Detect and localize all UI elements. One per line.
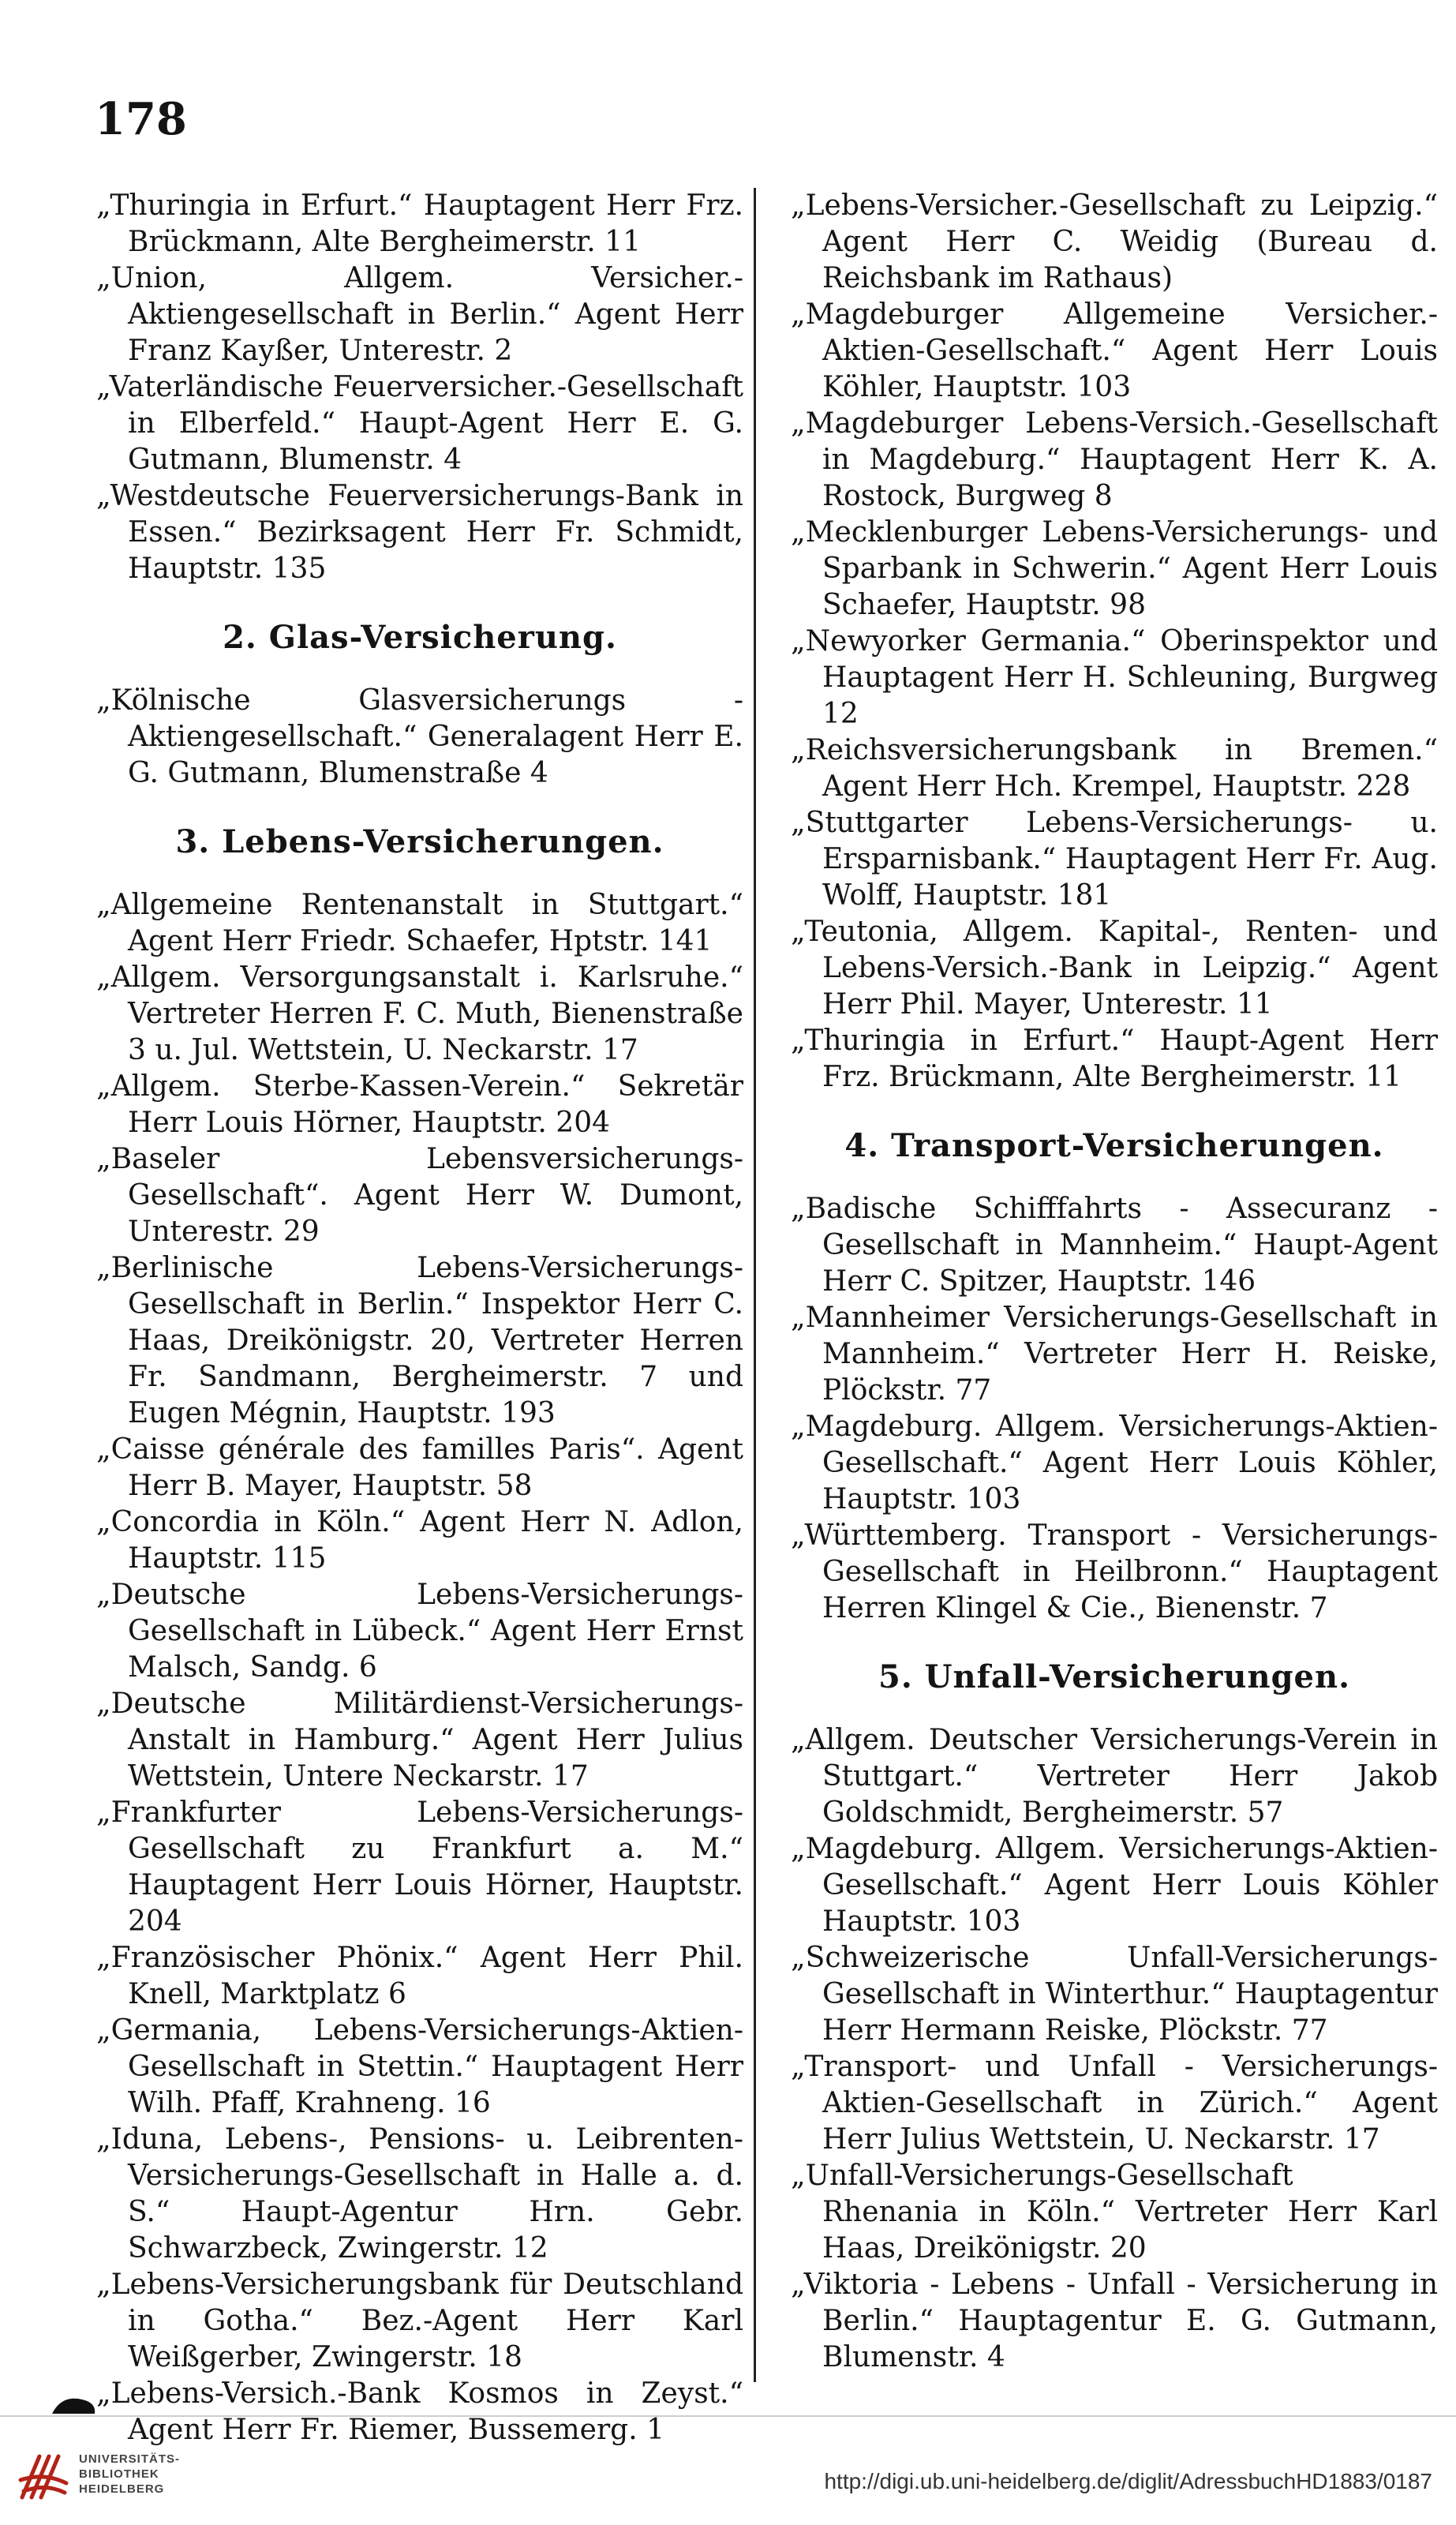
section-heading: 2. Glas-Versicherung. bbox=[223, 619, 617, 656]
directory-entry: „Schweizerische Unfall-Versicherungs-Gesellschaft in Winterthur.“ Hauptagentur Herr Hermann Reiske, Plöckstr. 77 bbox=[791, 1942, 1438, 2047]
directory-entry: „Magdeburg. Allgem. Versicherungs-Aktien-Gesellschaft.“ Agent Herr Louis Köhler Hauptstr. 103 bbox=[791, 1833, 1438, 1938]
section-heading: 4. Transport-Versicherungen. bbox=[844, 1127, 1384, 1164]
directory-entry: „Thuringia in Erfurt.“ Haupt-Agent Herr Frz. Brückmann, Alte Bergheimerstr. 11 bbox=[791, 1025, 1438, 1093]
directory-entry: „Iduna, Lebens-, Pensions- u. Leibrenten-Versicherungs-Gesellschaft in Halle a. d. S.“ Haupt-Agentur Hrn. Gebr. Schwarzbeck, Zwingerstr. 12 bbox=[96, 2123, 743, 2265]
ink-blot-mark bbox=[51, 2392, 98, 2415]
library-logo-text bbox=[79, 2452, 180, 2497]
directory-entry: „Thuringia in Erfurt.“ Hauptagent Herr Frz. Brückmann, Alte Bergheimerstr. 11 bbox=[96, 189, 743, 258]
directory-entry: „Stuttgarter Lebens-Versicherungs- u. Ersparnisbank.“ Hauptagent Herr Fr. Aug. Wolff, Hauptstr. 181 bbox=[791, 807, 1438, 912]
directory-entry: „Berlinische Lebens-Versicherungs-Gesellschaft in Berlin.“ Inspektor Herr C. Haas, Dreikönigstr. 20, Vertreter Herren Fr. Sandmann, Bergheimerstr. 7 und Eugen Mégnin, Hauptstr. 193 bbox=[96, 1252, 743, 1429]
logo-line: BIBLIOTHEK bbox=[79, 2467, 159, 2481]
section-heading: 3. Lebens-Versicherungen. bbox=[175, 823, 664, 860]
directory-entry: „Teutonia, Allgem. Kapital-, Renten- und Lebens-Versich.-Bank in Leipzig.“ Agent Herr Phil. Mayer, Unterestr. 11 bbox=[791, 916, 1438, 1021]
directory-entry: „Allgemeine Rentenanstalt in Stuttgart.“ Agent Herr Friedr. Schaefer, Hptstr. 141 bbox=[96, 889, 743, 957]
source-url-link[interactable]: http://digi.ub.uni-heidelberg.de/diglit/AdressbuchHD1883/0187 bbox=[824, 2469, 1432, 2493]
directory-entry: „Caisse générale des familles Paris“. Agent Herr B. Mayer, Hauptstr. 58 bbox=[96, 1433, 743, 1502]
right-column bbox=[791, 188, 1438, 2376]
directory-entry: „Lebens-Versicherungsbank für Deutschland in Gotha.“ Bez.-Agent Herr Karl Weißgerber, Zwingerstr. 18 bbox=[96, 2268, 743, 2373]
page-number: 178 bbox=[95, 93, 187, 145]
directory-entry: „Allgem. Sterbe-Kassen-Verein.“ Sekretär Herr Louis Hörner, Hauptstr. 204 bbox=[96, 1070, 743, 1139]
section-heading: 5. Unfall-Versicherungen. bbox=[878, 1658, 1350, 1695]
directory-entry: „Germania, Lebens-Versicherungs-Aktien-Gesellschaft in Stettin.“ Hauptagent Herr Wilh. Pfaff, Krahneng. 16 bbox=[96, 2014, 743, 2119]
directory-entry: „Transport- und Unfall - Versicherungs-Aktien-Gesellschaft in Zürich.“ Agent Herr Julius Wettstein, U. Neckarstr. 17 bbox=[791, 2051, 1438, 2156]
directory-entry: „Frankfurter Lebens-Versicherungs-Gesellschaft zu Frankfurt a. M.“ Hauptagent Herr Louis Hörner, Hauptstr. 204 bbox=[96, 1796, 743, 1938]
directory-entry: „Union, Allgem. Versicher.-Aktiengesellschaft in Berlin.“ Agent Herr Franz Kayßer, Unterestr. 2 bbox=[96, 262, 743, 367]
directory-entry: „Concordia in Köln.“ Agent Herr N. Adlon, Hauptstr. 115 bbox=[96, 1506, 743, 1575]
directory-entry: „Magdeburg. Allgem. Versicherungs-Aktien-Gesellschaft.“ Agent Herr Louis Köhler, Hauptstr. 103 bbox=[791, 1410, 1438, 1515]
directory-entry: „Allgem. Deutscher Versicherungs-Verein in Stuttgart.“ Vertreter Herr Jakob Goldschmidt, Bergheimerstr. 57 bbox=[791, 1724, 1438, 1829]
directory-entry: „Allgem. Versorgungsanstalt i. Karlsruhe.“ Vertreter Herren F. C. Muth, Bienenstraße 3 u. Jul. Wettstein, U. Neckarstr. 17 bbox=[96, 961, 743, 1066]
directory-entry: „Vaterländische Feuerversicher.-Gesellschaft in Elberfeld.“ Haupt-Agent Herr E. G. Gutmann, Blumenstr. 4 bbox=[96, 371, 743, 476]
directory-entry: „Lebens-Versicher.-Gesellschaft zu Leipzig.“ Agent Herr C. Weidig (Bureau d. Reichsbank im Rathaus) bbox=[791, 189, 1438, 294]
page-footer bbox=[0, 2415, 1456, 2525]
directory-entry: „Deutsche Militärdienst-Versicherungs-Anstalt in Hamburg.“ Agent Herr Julius Wettstein, Untere Neckarstr. 17 bbox=[96, 1688, 743, 1793]
library-logo-icon bbox=[16, 2448, 71, 2504]
directory-entry: „Badische Schifffahrts - Assecuranz - Gesellschaft in Mannheim.“ Haupt-Agent Herr C. Spitzer, Hauptstr. 146 bbox=[791, 1193, 1438, 1298]
directory-entry: „Deutsche Lebens-Versicherungs-Gesellschaft in Lübeck.“ Agent Herr Ernst Malsch, Sandg. 6 bbox=[96, 1579, 743, 1684]
directory-entry: „Lebens-Versich.-Bank Kosmos in Zeyst.“ Agent Herr Fr. Riemer, Bussemerg. 1 bbox=[96, 2377, 743, 2446]
logo-line: HEIDELBERG bbox=[79, 2482, 165, 2496]
left-column bbox=[96, 188, 743, 2448]
directory-entry: „Mannheimer Versicherungs-Gesellschaft in Mannheim.“ Vertreter Herr H. Reiske, Plöckstr. 77 bbox=[791, 1302, 1438, 1407]
directory-entry: „Mecklenburger Lebens-Versicherungs- und Sparbank in Schwerin.“ Agent Herr Louis Schaefer, Hauptstr. 98 bbox=[791, 516, 1438, 621]
directory-entry: „Französischer Phönix.“ Agent Herr Phil. Knell, Marktplatz 6 bbox=[96, 1942, 743, 2010]
column-divider bbox=[754, 188, 756, 2382]
directory-entry: „Westdeutsche Feuerversicherungs-Bank in Essen.“ Bezirksagent Herr Fr. Schmidt, Hauptstr. 135 bbox=[96, 480, 743, 585]
directory-entry: „Württemberg. Transport - Versicherungs-Gesellschaft in Heilbronn.“ Hauptagent Herren Klingel & Cie., Bienenstr. 7 bbox=[791, 1519, 1438, 1624]
directory-entry: „Viktoria - Lebens - Unfall - Versicherung in Berlin.“ Hauptagentur E. G. Gutmann, Blumenstr. 4 bbox=[791, 2268, 1438, 2373]
directory-entry: „Newyorker Germania.“ Oberinspektor und Hauptagent Herr H. Schleuning, Burgweg 12 bbox=[791, 625, 1438, 730]
directory-entry: „Kölnische Glasversicherungs - Aktiengesellschaft.“ Generalagent Herr E. G. Gutmann, Blumenstraße 4 bbox=[96, 684, 743, 789]
logo-line: UNIVERSITÄTS- bbox=[79, 2452, 181, 2466]
directory-entry: „Magdeburger Lebens-Versich.-Gesellschaft in Magdeburg.“ Hauptagent Herr K. A. Rostock, Burgweg 8 bbox=[791, 407, 1438, 512]
directory-entry: „Reichsversicherungsbank in Bremen.“ Agent Herr Hch. Krempel, Hauptstr. 228 bbox=[791, 734, 1438, 803]
directory-entry: „Baseler Lebensversicherungs-Gesellschaft“. Agent Herr W. Dumont, Unterestr. 29 bbox=[96, 1143, 743, 1248]
directory-entry: „Unfall-Versicherungs-Gesellschaft Rhenania in Köln.“ Vertreter Herr Karl Haas, Dreikönigstr. 20 bbox=[791, 2160, 1438, 2265]
directory-entry: „Magdeburger Allgemeine Versicher.-Aktien-Gesellschaft.“ Agent Herr Louis Köhler, Hauptstr. 103 bbox=[791, 298, 1438, 403]
